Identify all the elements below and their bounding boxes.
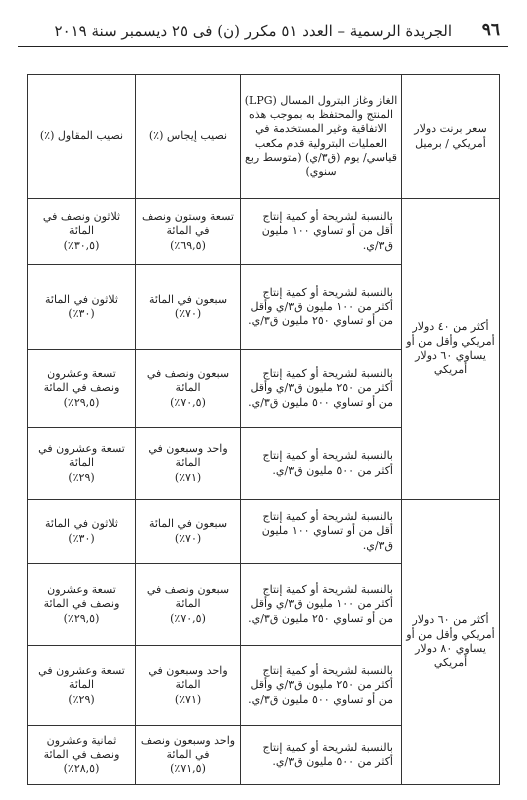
egas-share-cell — [136, 564, 241, 646]
contractor-share-percent: (٢٩٪) — [68, 692, 95, 706]
production-bracket: بالنسبة لشريحة أو كمية إنتاج أكثر من ٥٠٠ مليون ق٣/ي. — [241, 428, 402, 500]
contractor-share-cell — [28, 199, 136, 265]
contractor-share-percent: (٣٠٪) — [68, 307, 95, 320]
contractor-share-cell — [28, 350, 136, 428]
egas-share-cell — [136, 726, 241, 785]
header-contractor-share: نصيب المقاول (٪) — [28, 75, 136, 199]
contractor-share-cell — [28, 646, 136, 726]
egas-share-cell — [136, 500, 241, 564]
egas-share-text: واحد وسبعون ونصف في المائة — [140, 733, 236, 761]
contractor-share-percent: (٢٩,٥٪) — [63, 395, 100, 409]
egas-share-cell — [136, 265, 241, 350]
egas-share-percent: (٧١,٥٪) — [170, 762, 206, 776]
contractor-share-text: ثلاثون في المائة — [45, 292, 118, 306]
egas-share-text: سبعون في المائة — [148, 517, 228, 531]
production-bracket: بالنسبة لشريحة أو كمية إنتاج أكثر من ١٠٠ مليون ق٣/ي وأقل من أو تساوي ٢٥٠ مليون ق٣/ي. — [241, 564, 402, 646]
price-range-cell: أكثر من ٤٠ دولار أمريكي وأقل من أو يساوي ٦٠ دولار أمريكي — [402, 199, 500, 500]
contractor-share-text: ثمانية وعشرون ونصف في المائة — [43, 733, 120, 761]
production-bracket: بالنسبة لشريحة أو كمية إنتاج أكثر من ٢٥٠ مليون ق٣/ي وأقل من أو تساوي ٥٠٠ مليون ق٣/ي. — [241, 646, 402, 726]
contractor-share-text: تسعة وعشرون في المائة — [38, 442, 125, 470]
egas-share-cell — [136, 428, 241, 500]
contractor-share-text: ثلاثون ونصف في المائة — [42, 210, 121, 238]
contractor-share-text: تسعة وعشرون ونصف في المائة — [43, 367, 120, 395]
egas-share-percent: (٧٠,٥٪) — [170, 611, 206, 625]
egas-share-text: سبعون ونصف في المائة — [146, 367, 230, 395]
production-bracket: بالنسبة لشريحة أو كمية إنتاج أكثر من ٥٠٠ مليون ق٣/ي. — [241, 726, 402, 785]
egas-share-percent: (٧١٪) — [174, 692, 202, 706]
page-number: ٩٦ — [481, 20, 500, 40]
gazette-title: الجريدة الرسمية – العدد ٥١ مكرر (ن) فى ٢٥ ديسمبر سنة ٢٠١٩ — [54, 22, 452, 40]
production-bracket: بالنسبة لشريحة أو كمية إنتاج أقل من أو تساوي ١٠٠ مليون ق٣/ي. — [241, 500, 402, 564]
contractor-share-cell — [28, 564, 136, 646]
egas-share-percent: (٧٠,٥٪) — [170, 395, 206, 409]
production-bracket: بالنسبة لشريحة أو كمية إنتاج أكثر من ١٠٠ مليون ق٣/ي وأقل من أو تساوي ٢٥٠ مليون ق٣/ي. — [241, 265, 402, 350]
production-bracket: بالنسبة لشريحة أو كمية إنتاج أقل من أو تساوي ١٠٠ مليون ق٣/ي. — [241, 199, 402, 265]
profit-sharing-table — [27, 74, 500, 785]
contractor-share-cell — [28, 265, 136, 350]
contractor-share-percent: (٢٩٪) — [68, 470, 95, 484]
contractor-share-text: ثلاثون في المائة — [45, 517, 118, 531]
production-bracket: بالنسبة لشريحة أو كمية إنتاج أكثر من ٢٥٠ مليون ق٣/ي وأقل من أو تساوي ٥٠٠ مليون ق٣/ي. — [241, 350, 402, 428]
egas-share-text: واحد وسبعون في المائة — [148, 664, 228, 692]
contractor-share-text: تسعة وعشرون في المائة — [38, 664, 125, 692]
contractor-share-cell — [28, 428, 136, 500]
egas-share-cell — [136, 646, 241, 726]
contractor-share-cell — [28, 726, 136, 785]
egas-share-text: سبعون في المائة — [148, 292, 228, 306]
page-header — [18, 20, 508, 47]
contractor-share-cell — [28, 500, 136, 564]
egas-share-cell — [136, 199, 241, 265]
egas-share-percent: (٧٠٪) — [174, 531, 202, 545]
contractor-share-percent: (٣٠٪) — [68, 531, 95, 545]
contractor-share-percent: (٢٨,٥٪) — [63, 762, 100, 776]
egas-share-text: واحد وسبعون في المائة — [148, 442, 228, 470]
price-range-cell: أكثر من ٦٠ دولار أمريكي وأقل من أو يساوي ٨٠ دولار أمريكي — [402, 500, 500, 785]
contractor-share-text: تسعة وعشرون ونصف في المائة — [43, 583, 120, 611]
egas-share-text: سبعون ونصف في المائة — [146, 583, 230, 611]
egas-share-percent: (٧١٪) — [174, 470, 202, 484]
table-row — [28, 199, 500, 265]
contractor-share-percent: (٢٩,٥٪) — [63, 611, 100, 625]
egas-share-percent: (٦٩,٥٪) — [170, 238, 206, 252]
egas-share-text: تسعة وستون ونصف في المائة — [142, 210, 234, 238]
header-brent-price: سعر برنت دولار أمريكي / برميل — [402, 75, 500, 199]
table-row — [28, 500, 500, 564]
egas-share-percent: (٧٠٪) — [174, 307, 202, 320]
header-egas-share: نصيب إيجاس (٪) — [136, 75, 241, 199]
header-production: الغاز وغاز البترول المسال (LPG) المنتج والمحتفظ به بموجب هذه الاتفاقية وغير المستخدمة في العمليات البترولية قدم مكعب قياسي/ يوم (ق٣/ي) (متوسط ربع سنوي) — [241, 75, 402, 199]
table-header-row — [28, 75, 500, 199]
egas-share-cell — [136, 350, 241, 428]
contractor-share-percent: (٣٠,٥٪) — [63, 238, 100, 252]
